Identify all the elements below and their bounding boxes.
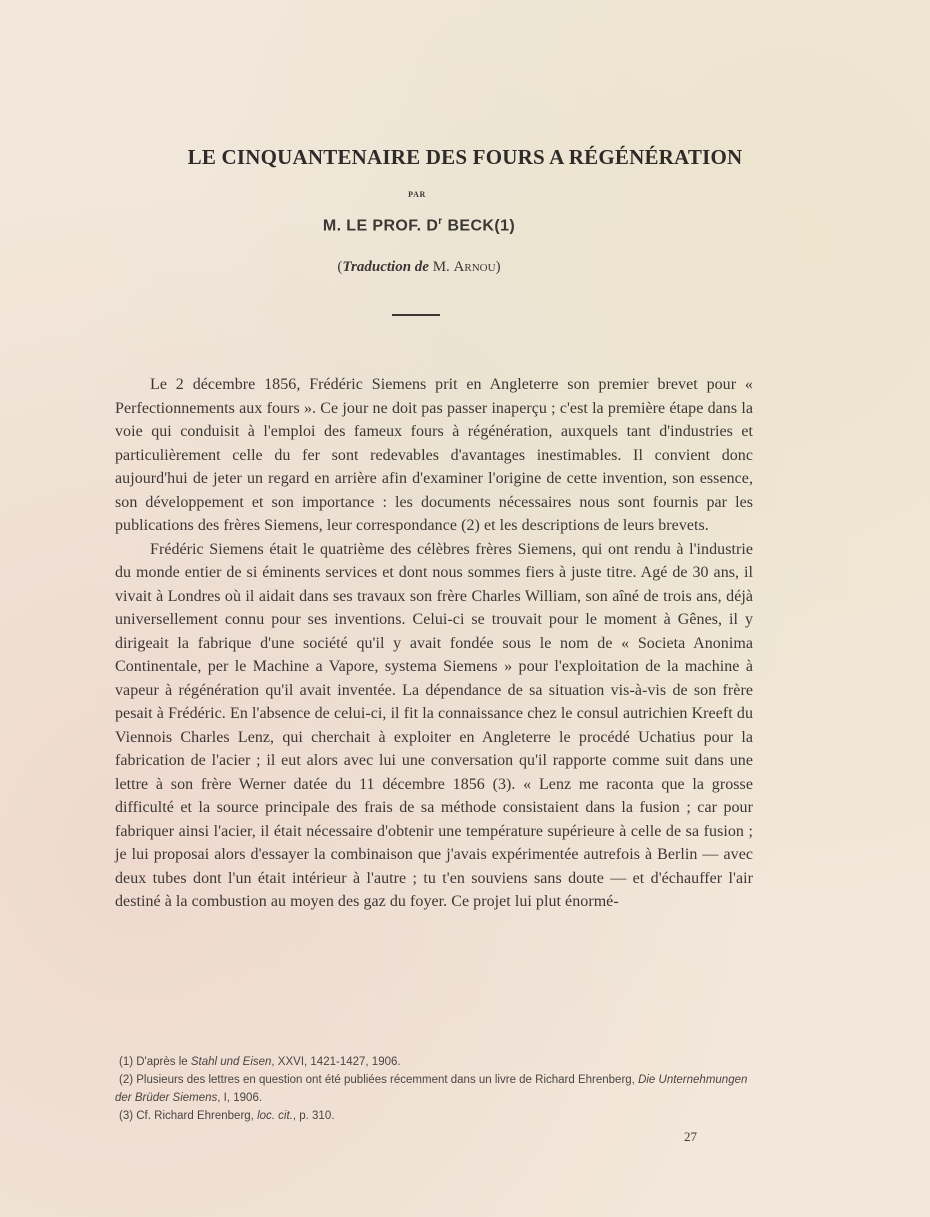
footnote-text: (1) D'après le <box>119 1056 191 1068</box>
footnote-title: loc. cit. <box>257 1110 293 1122</box>
byline-par: PAR <box>408 190 426 199</box>
footnote-title: Die Unternehmungen der Brüder Siemens <box>115 1074 748 1104</box>
footnote-text: (3) Cf. Richard Ehrenberg, <box>119 1110 258 1122</box>
paragraph: Le 2 décembre 1856, Frédéric Siemens prit en Angleterre son premier brevet pour « Perfectionnements aux fours ». Ce jour ne doit pas passer inaperçu ; c'est la première étape dans la voie qui conduisit à l'emploi des fameux fours à régénération, auxquels tant d'industries et particulièrement celle du fer sont redevables d'avantages inestimables. Il convient donc aujourd'hui de jeter un regard en arrière afin d'examiner l'origine de cette invention, son essence, son développement et son importance : les documents nécessaires nous sont fournis par les publications des frères Siemens, leur correspondance (2) et les descriptions de leurs brevets. <box>115 376 753 534</box>
article-body <box>115 373 753 914</box>
page-number: 27 <box>684 1129 697 1144</box>
translation-open-paren: ( <box>337 259 343 275</box>
translator-name: Arnou <box>453 259 496 275</box>
author-line <box>0 216 838 235</box>
footnote-2 <box>115 1071 751 1107</box>
title-divider <box>392 314 440 316</box>
footnote-text: , I, 1906. <box>217 1092 263 1104</box>
author-prefix: M. LE PROF. D <box>322 217 439 235</box>
footnotes <box>115 1053 751 1125</box>
footnote-text: , p. 310. <box>292 1110 335 1122</box>
footnote-title: Stahl und Eisen <box>190 1056 272 1068</box>
translation-credit <box>0 259 838 276</box>
paragraph: Frédéric Siemens était le quatrième des célèbres frères Siemens, qui ont rendu à l'industrie du monde entier de si éminents services et dont nous sommes fiers à juste titre. Agé de 30 ans, il vivait à Londres où il aidait dans ses travaux son frère Charles William, son aîné de trois ans, déjà universellement connu pour ses inventions. Celui-ci se trouvait pour le moment à Gênes, il y dirigeait la fabrique d'une société qu'il y avait fondée sous le nom de « Societa Anonima Continentale, per le Machine a Vapore, systema Siemens » pour l'exploitation de la machine à vapeur à régénération qu'il avait inventée. La dépendance de sa situation vis-à-vis de son frère pesait à Frédéric. En l'absence de celui-ci, il fit la connaissance chez le consul autrichien Kreeft du Viennois Charles Lenz, qui cherchait à exploiter en Angleterre le procédé Uchatius pour la fabrication de l'acier ; il eut alors avec lui une conversation qu'il rapporte comme suit dans une lettre à son frère Werner datée du 11 décembre 1856 (3). « Lenz me raconta que la grosse difficulté et la source principale des frais de sa méthode consistaient dans la fusion ; car pour fabriquer ainsi l'acier, il était nécessaire d'obtenir une température supérieure à celle de sa fusion ; je lui proposai alors d'essayer la combinaison que j'avais expérimentée autrefois à Berlin — avec deux tubes dont l'un était intérieur à l'autre ; tu t'en souviens sans doute — et d'échauffer l'air destiné à la combustion au moyen des gaz du foyer. Ce projet lui plut énormé- <box>115 540 753 910</box>
translation-label: Traduction de <box>342 259 429 275</box>
article-title: LE CINQUANTENAIRE DES FOURS A RÉGÉNÉRATION <box>187 145 743 169</box>
author-suffix: BECK(1) <box>442 217 516 235</box>
translation-close-paren: ) <box>495 259 501 275</box>
footnote-text: , XXVI, 1421-1427, 1906. <box>271 1056 401 1068</box>
translation-m: M. <box>428 259 454 275</box>
footnote-1 <box>115 1053 751 1071</box>
footnote-3 <box>115 1107 751 1125</box>
footnote-text: (2) Plusieurs des lettres en question ont été publiées récemment dans un livre de Richard Ehrenberg, <box>119 1074 639 1086</box>
author-sup: r <box>438 216 443 227</box>
